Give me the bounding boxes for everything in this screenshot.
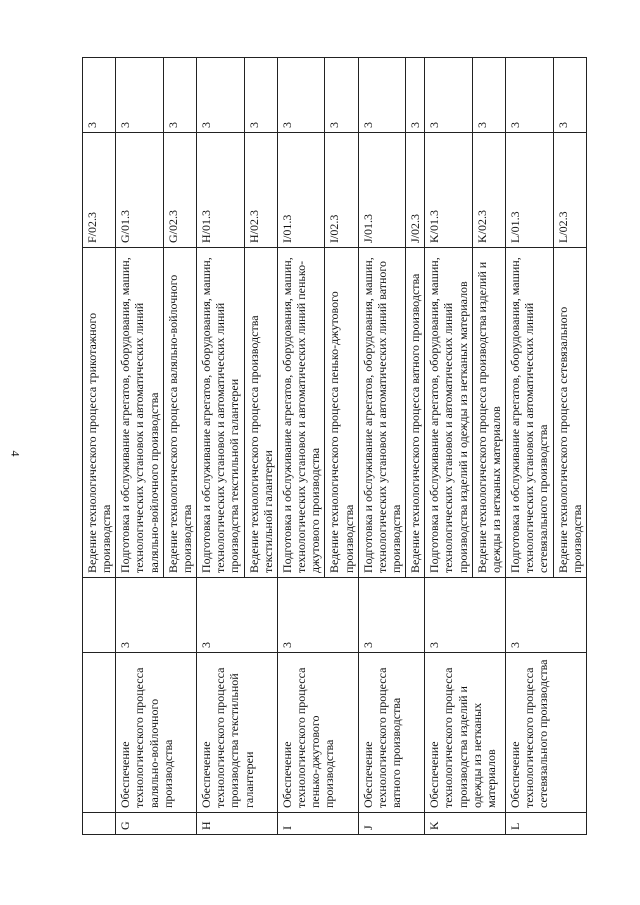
function-cell: Ведение технологического процесса производства текстильной галантереи xyxy=(244,248,277,578)
group-level-cell: 3 xyxy=(116,578,197,653)
table-row xyxy=(358,58,405,835)
table-body xyxy=(83,58,587,835)
function-level-cell: 3 xyxy=(163,58,196,133)
function-code-cell: J/02.3 xyxy=(406,133,425,248)
function-cell: Ведение технологического процесса сетевязального производства xyxy=(553,248,586,578)
group-code-cell: G xyxy=(116,813,197,835)
level-cell-empty xyxy=(83,578,116,653)
function-level-cell: 3 xyxy=(83,58,116,133)
group-name-cell: Обеспечение технологического процесса сетевязального производства xyxy=(506,653,587,813)
function-code-cell: F/02.3 xyxy=(83,133,116,248)
group-name-cell: Обеспечение технологического процесса ватного производства xyxy=(358,653,425,813)
table-row xyxy=(506,58,553,835)
function-code-cell: I/02.3 xyxy=(325,133,358,248)
group-name-cell: Обеспечение технологического процесса производства текстильной галантереи xyxy=(197,653,278,813)
function-cell: Ведение технологического процесса ватного производства xyxy=(406,248,425,578)
function-code-cell: L/02.3 xyxy=(553,133,586,248)
function-code-cell: G/01.3 xyxy=(116,133,163,248)
group-level-cell: 3 xyxy=(358,578,425,653)
function-code-cell: J/01.3 xyxy=(358,133,405,248)
function-cell: Подготовка и обслуживание агрегатов, оборудования, машин, технологических установок и автоматических линий сетевязального производства xyxy=(506,248,553,578)
function-code-cell: H/02.3 xyxy=(244,133,277,248)
table-row xyxy=(197,58,244,835)
function-cell: Ведение технологического процесса пенько-джутового производства xyxy=(325,248,358,578)
function-code-cell: K/02.3 xyxy=(472,133,505,248)
table-row xyxy=(277,58,324,835)
function-code-cell: I/01.3 xyxy=(277,133,324,248)
function-cell: Ведение технологического процесса валяльно-войлочного производства xyxy=(163,248,196,578)
function-cell: Подготовка и обслуживание агрегатов, оборудования, машин, технологических установок и автоматических линий производства текстильной галантереи xyxy=(197,248,244,578)
function-level-cell: 3 xyxy=(553,58,586,133)
function-code-cell: K/01.3 xyxy=(425,133,472,248)
function-code-cell: G/02.3 xyxy=(163,133,196,248)
function-cell: Подготовка и обслуживание агрегатов, оборудования, машин, технологических установок и автоматических линий производства изделий и одежды из нетканых материалов xyxy=(425,248,472,578)
function-cell: Подготовка и обслуживание агрегатов, оборудования, машин, технологических установок и автоматических линий валяльно-войлочного производства xyxy=(116,248,163,578)
table-row xyxy=(83,58,116,835)
table-wrapper xyxy=(82,58,584,835)
page-number: 4 xyxy=(8,450,23,457)
function-cell: Ведение технологического процесса трикотажного производства xyxy=(83,248,116,578)
function-level-cell: 3 xyxy=(358,58,405,133)
table-row xyxy=(425,58,472,835)
function-level-cell: 3 xyxy=(197,58,244,133)
group-name-cell: Обеспечение технологического процесса производства изделий и одежды из нетканых материалов xyxy=(425,653,506,813)
function-level-cell: 3 xyxy=(116,58,163,133)
function-cell: Ведение технологического процесса производства изделий и одежды из нетканых материалов xyxy=(472,248,505,578)
group-code-cell: I xyxy=(277,813,358,835)
group-level-cell: 3 xyxy=(506,578,587,653)
function-level-cell: 3 xyxy=(425,58,472,133)
group-code-cell: J xyxy=(358,813,425,835)
function-cell: Подготовка и обслуживание агрегатов, оборудования, машин, технологических установок и автоматических линий ватного производства xyxy=(358,248,405,578)
function-level-cell: 3 xyxy=(406,58,425,133)
group-name-cell: Обеспечение технологического процесса валяльно-войлочного производства xyxy=(116,653,197,813)
group-name-cell: Обеспечение технологического процесса пенько-джутового производства xyxy=(277,653,358,813)
function-cell: Подготовка и обслуживание агрегатов, оборудования, машин, технологических установок и автоматических линий пенько-джутового производства xyxy=(277,248,324,578)
name-cell-empty xyxy=(83,653,116,813)
function-level-cell: 3 xyxy=(277,58,324,133)
code-cell-empty xyxy=(83,813,116,835)
function-code-cell: L/01.3 xyxy=(506,133,553,248)
table-row xyxy=(116,58,163,835)
group-level-cell: 3 xyxy=(425,578,506,653)
function-level-cell: 3 xyxy=(325,58,358,133)
function-level-cell: 3 xyxy=(472,58,505,133)
function-level-cell: 3 xyxy=(244,58,277,133)
rotated-table-container xyxy=(82,58,584,835)
function-code-cell: H/01.3 xyxy=(197,133,244,248)
group-level-cell: 3 xyxy=(197,578,278,653)
group-code-cell: K xyxy=(425,813,506,835)
function-level-cell: 3 xyxy=(506,58,553,133)
functions-table xyxy=(82,57,587,835)
group-code-cell: L xyxy=(506,813,587,835)
group-code-cell: H xyxy=(197,813,278,835)
group-level-cell: 3 xyxy=(277,578,358,653)
